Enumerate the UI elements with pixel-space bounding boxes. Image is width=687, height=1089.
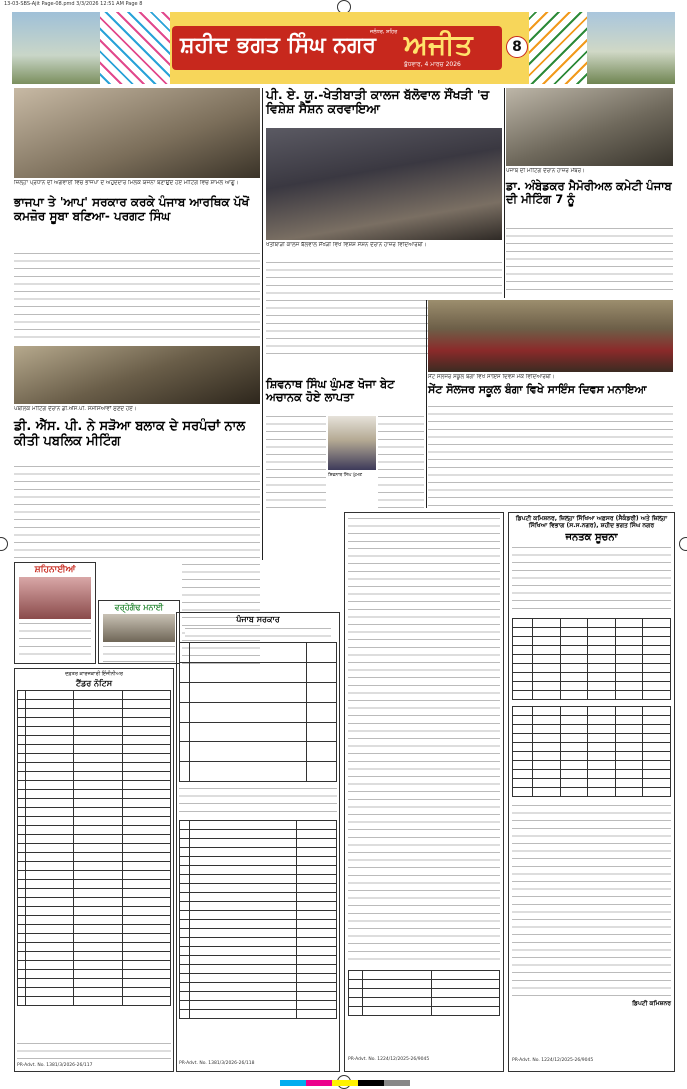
masthead-pattern-right [529,12,587,84]
ad-shahnaiyan-title: ਸ਼ਹਿਨਾਈਆਂ [34,565,76,575]
tender-title: ਟੈਂਡਰ ਨੋਟਿਸ [75,679,113,688]
public-notice-text [512,545,671,615]
masthead-statue-photo [12,12,100,84]
punjab-sarkar-title: ਪੰਜਾਬ ਸਰਕਾਰ [236,615,280,624]
story6-photo-caption: ਸ਼ਿਵਨਾਥ ਸਿੰਘ ਘੁੰਮਣ [328,473,363,478]
file-info: 13-03-SBS-Ajit Page-08.pmd 3/3/2026 12:51 AM Page 8 [4,1,143,7]
story1-caption: ਜ਼ਿਲ੍ਹਾ ਪ੍ਰਧਾਨ ਦੀ ਅਗਵਾਈ ਵਿਚ ਭਾਜਪਾ ਦੇ ਅਹੁਦੇਦਾਰ ਮਿਲਕੇ ਯੋਜਨਾ ਬਣਾਉਂਦੇ ਹੋਏ ਮੀਟਿੰਗ ਵਿਚ ਸ਼ਾਮਲ ਆਗੂ। [14,180,239,186]
ad-shahnaiyan [14,562,96,664]
center-notice-table [348,970,500,1016]
masthead [12,12,675,84]
registration-mark-left [0,537,8,551]
story3-photo [506,88,673,166]
tender-table [17,690,171,1006]
ad-anniversary [98,600,180,664]
punjab-sarkar-subtitle [185,626,331,640]
story1-headline: ਭਾਜਪਾ ਤੇ 'ਆਪ' ਸਰਕਾਰ ਕਰਕੇ ਪੰਜਾਬ ਆਰਥਿਕ ਪੱਖੋਂ ਕਮਜ਼ੋਰ ਸੂਬਾ ਬਣਿਆ- ਪਰਗਟ ਸਿੰਘ [14,195,250,223]
story1-photo [14,88,260,178]
tender-footer-text [17,1041,171,1063]
page-number: 8 [512,39,522,55]
story6-headline: ਸ਼ਿਵਨਾਥ ਸਿੰਘ ਘੁੰਮਣ ਖੋਜਾ ਬੇਟ ਅਚਾਨਕ ਹੋਏ ਲਾਪਤਾ [266,377,395,405]
story6-body [266,414,326,508]
ad-anniversary-title: ਵਰ੍ਹੇਗੰਢ ਮਨਾਈ [114,603,164,612]
punjab-sarkar-table-2 [179,820,337,1019]
story4-body [428,404,673,508]
page-number-badge [506,36,528,58]
story6-photo [328,416,376,470]
story3-headline: ਡਾ. ਅੰਬੇਡਕਰ ਮੈਮੋਰੀਅਲ ਕਮੇਟੀ ਪੰਜਾਬ ਦੀ ਮੀਟਿੰਗ 7 ਨੂੰ [506,179,672,207]
punjab-sarkar-ad [176,612,340,1072]
story4-headline: ਸੇਂਟ ਸੋਲਜਰ ਸਕੂਲ ਬੰਗਾ ਵਿਖੇ ਸਾਇੰਸ ਦਿਵਸ ਮਨਾਇਆ [428,383,647,396]
punjab-sarkar-text [179,786,337,816]
story2-headline: ਪੀ. ਏ. ਯੂ.-ਖੇਤੀਬਾੜੀ ਕਾਲਜ ਬੱਲੋਵਾਲ ਸੌਂਖੜੀ 'ਚ ਵਿਸ਼ੇਸ਼ ਸੈਸ਼ਨ ਕਰਵਾਇਆ [266,87,490,117]
story3-body [506,226,673,296]
story2-caption: ਖੇਤੀਬਾੜੀ ਕਾਲਜ ਬੱਲੋਵਾਲ ਸੌਂਖੜੀ ਵਿਖੇ ਵਿਸ਼ੇਸ਼ ਸੈਸ਼ਨ ਦੌਰਾਨ ਹਾਜ਼ਰ ਵਿਦਿਆਰਥੀ। [266,242,427,248]
public-notice-signature: ਡਿਪਟੀ ਕਮਿਸ਼ਨਰ [632,1000,671,1008]
column-rule-2 [504,88,505,298]
center-notice-header [348,516,500,542]
registration-mark-right [679,537,687,551]
ad-shahnaiyan-photo [19,577,91,619]
public-notice-ad [508,512,675,1072]
story5-caption: ਪਬਲਿਕ ਮੀਟਿੰਗ ਦੌਰਾਨ ਡੀ.ਐੱਸ.ਪੀ. ਸਮੱਸਿਆਵਾਂ ਸੁਣਦੇ ਹੋਏ। [14,406,137,412]
column-rule-3 [426,300,427,508]
ad-shahnaiyan-text [19,621,91,659]
story1-photo-2 [14,346,260,404]
story5-body [14,464,260,558]
masthead-title-block [172,26,502,70]
tender-advt-no: PR-Advt. No. 1381/3/2026-26/117 [17,1063,93,1068]
masthead-memorial-photo [587,12,675,84]
punjab-sarkar-table-1 [179,642,337,782]
story4-photo [428,300,673,372]
city-line: ਜਲੰਧਰ, ਸ਼ਹਿਰ [370,29,398,35]
color-bar [280,1080,410,1086]
public-notice-issuer: ਡਿਪਟੀ ਕਮਿਸ਼ਨਰ, ਜ਼ਿਲ੍ਹਾ ਸਿੱਖਿਆ ਅਫ਼ਸਰ (ਸੈਕੰਡਰੀ) ਅਤੇ ਜ਼ਿਲ੍ਹਾ ਸਿੱਖਿਆ ਵਿਭਾਗ (ਸ.ਸ.ਨਗਰ), ਸ਼ਹੀਦ ਭਗਤ ਸਿੰਘ ਨਗਰ [515,515,668,529]
column-rule-1 [262,88,263,560]
center-notice-advt: PR-Advt. No. 1224/12/2025-26/9045 [348,1057,430,1062]
public-notice-text-2 [512,803,671,999]
story3-caption: ਪੰਜਾਬ ਦੀ ਮੀਟਿੰਗ ਦੌਰਾਨ ਹਾਜ਼ਰ ਮੈਂਬਰ। [506,168,585,174]
center-notice-ad [344,512,504,1072]
masthead-pattern-left [100,12,170,84]
tender-notice-ad [14,668,174,1072]
story2-photo [266,128,502,240]
story6-body-2 [378,414,424,508]
edition-title: ਸ਼ਹੀਦ ਭਗਤ ਸਿੰਘ ਨਗਰ [180,33,377,58]
story5-headline: ਡੀ. ਐੱਸ. ਪੀ. ਨੇ ਸੜੋਆ ਬਲਾਕ ਦੇ ਸਰਪੰਚਾਂ ਨਾਲ ਕੀਤੀ ਪਬਲਿਕ ਮੀਟਿੰਗ [14,419,246,449]
ad-anniversary-text [103,644,175,662]
punjab-sarkar-advt-no: PR-Advt. No. 1381/3/2026-26/118 [179,1061,255,1066]
public-notice-table-1 [512,618,671,700]
ad-anniversary-photo [103,614,175,642]
public-notice-advt-no: PR-Advt. No. 1224/12/2025-26/9045 [512,1058,594,1063]
public-notice-title: ਜਨਤਕ ਸੂਚਨਾ [565,531,618,543]
public-notice-table-2 [512,706,671,797]
date-line: ਬੁੱਧਵਾਰ, 4 ਮਾਰਚ 2026 [404,61,461,68]
story1-body [14,251,260,343]
paper-name: ਅਜੀਤ [404,28,473,61]
story4-caption: ਸੇਂਟ ਸੋਲਜਰ ਸਕੂਲ ਬੰਗਾ ਵਿਖੇ ਸਾਇੰਸ ਦਿਵਸ ਮੌਕੇ ਵਿਦਿਆਰਥੀ। [428,374,555,380]
center-notice-text [348,546,500,966]
tender-office: ਦਫ਼ਤਰ ਕਾਰਜਕਾਰੀ ਇੰਜੀਨੀਅਰ [65,671,123,677]
